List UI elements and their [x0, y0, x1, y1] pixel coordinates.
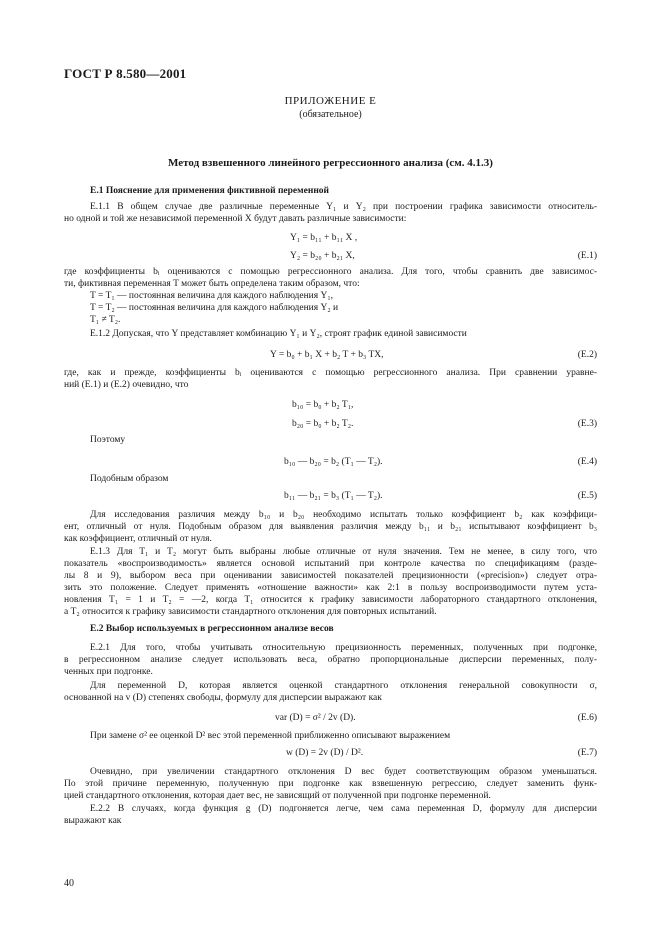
equation-e1b: Y₂ = b₂₀ + b₂₁ X, [290, 251, 355, 261]
text-line: но одной и той же независимой переменной X будут давать различные зависимости: [64, 214, 407, 224]
text-line: где, как и прежде, коэффициенты bᵢ оцениваются с помощью регрессионного анализа. При сравнении уравне- [64, 368, 597, 378]
text-therefore: Поэтому [90, 435, 126, 445]
text-line: основанной на v (D) степенях свободы, формулу для дисперсии выражают как [64, 693, 382, 703]
text-line: в регрессионном анализе следует использовать веса, обратно пропорциональные дисперсии переменных, полу- [64, 655, 597, 665]
appendix-requirement: (обязательное) [299, 109, 362, 120]
equation-number-e7: (Е.7) [577, 748, 597, 758]
equation-number-e5: (Е.5) [577, 491, 597, 501]
equation-e5: b₁₁ — b₂₁ = b₃ (T₁ — T₂). [284, 491, 383, 501]
text-line: где коэффициенты bᵢ оцениваются с помощью регрессионного анализа. Для того, чтобы сравнить две зависимос- [64, 267, 597, 277]
text-line: Е.2.1 Для того, чтобы учитывать относительную прецизионность переменных, полученных при подгонке, [90, 643, 597, 653]
paragraph-e12: Е.1.2 Допуская, что Y представляет комбинацию Y₁ и Y₂, строят график единой зависимости [90, 329, 467, 339]
paragraph-difference [64, 509, 597, 545]
equation-e3b: b₂₀ = b₀ + b₂ T₂. [292, 419, 354, 429]
page-number: 40 [64, 878, 74, 889]
text-line: По этой причине переменную, полученную при подгонке как взвешенную регрессию, следует заменить функ- [64, 779, 597, 789]
text-line: ент, отличный от нуля. Подобным образом для выявления различия между b₁₁ и b₂₁ испытывают коэффициент b₃ [64, 522, 597, 532]
equation-number-e4: (Е.4) [577, 457, 597, 467]
text-line: как коэффициент, отличный от нуля. [64, 534, 212, 544]
subsection-heading-e1: Е.1 Пояснение для применения фиктивной переменной [90, 186, 330, 196]
equation-e4: b₁₀ — b₂₀ = b₂ (T₁ — T₂). [284, 457, 383, 467]
equation-number-e1: (Е.1) [577, 251, 597, 261]
text-line: ти, фиктивная переменная T может быть определена таким образом, что: [64, 279, 360, 289]
text-line: лы 8 и 9), выбором веса при оценивании зависимостей показателей прецизионности («precision») следует отра- [64, 571, 597, 581]
text-line: ний (Е.1) и (Е.2) очевидно, что [64, 380, 189, 390]
text-line: Очевидно, при увеличении стандартного отклонения D вес будет соответствующим образом уменьшаться. [90, 767, 597, 777]
paragraph-obviously [64, 766, 597, 802]
paragraph-comparison [64, 367, 597, 391]
text-line: цией стандартного отклонения, которая дает вес, не зависящий от полученной при подгонке переменной. [64, 791, 491, 801]
paragraph-coefficients [64, 266, 597, 290]
text-line: ченных при подгонке. [64, 667, 153, 677]
equation-e3a: b₁₀ = b₀ + b₂ T₁, [292, 400, 354, 410]
equation-number-e6: (Е.6) [577, 713, 597, 723]
equation-e7: w (D) = 2v (D) / D². [286, 748, 364, 758]
equation-e6: var (D) = σ² / 2v (D). [275, 713, 356, 723]
subsection-heading-e2: Е.2 Выбор используемых в регрессионном анализе весов [90, 624, 334, 634]
section-title: Метод взвешенного линейного регрессионного анализа (см. 4.1.3) [168, 157, 493, 169]
text-line: а T₂ относится к графику зависимости стандартного отклонения для повторных испытаний. [64, 607, 437, 617]
appendix-title: ПРИЛОЖЕНИЕ Е [284, 95, 377, 107]
text-line: Е.1.3 Для T₁ и T₂ могут быть выбраны любые отличные от нуля значения. Тем не менее, в силу того, что [90, 547, 597, 557]
paragraph-e22 [64, 803, 597, 827]
paragraph-e13 [64, 546, 597, 618]
text-line: выражают как [64, 816, 122, 826]
equation-number-e3: (Е.3) [577, 419, 597, 429]
text-line: новления T₁ = 1 и T₂ = —2, когда T₁ относится к графику зависимости лабораторного стандартного отклонения, [64, 595, 597, 605]
text-line: показатель «воспроизводимость» является основой испытаний при контроле качества по спецификациям (разде- [64, 559, 597, 569]
condition-t3: T₁ ≠ T₂. [90, 315, 121, 325]
equation-number-e2: (Е.2) [577, 350, 597, 360]
paragraph-variable-d [64, 680, 597, 704]
equation-e1a: Y₁ = b₁₁ + b₁₁ X , [290, 233, 358, 243]
paragraph-e21 [64, 642, 597, 678]
text-line: зить это положение. Следует применять «отношение важности» как 2:1 в пользу воспроизводимости путем уста- [64, 583, 597, 593]
equation-e2: Y = b₀ + b₁ X + b₂ T + b₃ TX, [270, 350, 384, 360]
text-line: Для переменной D, которая является оценкой стандартного отклонения генеральной совокупности σ, [90, 681, 597, 691]
condition-t1: T = T₁ — постоянная величина для каждого наблюдения Y₁, [90, 291, 334, 301]
text-similarly: Подобным образом [90, 474, 169, 484]
text-line: Е.1.1 В общем случае две различные переменные Y₁ и Y₂ при построении графика зависимости относитель- [90, 202, 597, 212]
text-line: Е.2.2 В случаях, когда функция g (D) подгоняется легче, чем сама переменная D, формулу для дисперсии [90, 804, 597, 814]
paragraph-replacement: При замене σ² ее оценкой D² вес этой переменной приближенно описывают выражением [90, 731, 451, 741]
paragraph-e11 [64, 201, 597, 225]
text-line: Для исследования различия между b₁₀ и b₂₀ необходимо испытать только коэффициент b₂ как коэффици- [90, 510, 597, 520]
condition-t2: T = T₂ — постоянная величина для каждого наблюдения Y₂ и [90, 303, 339, 313]
standard-header: ГОСТ Р 8.580—2001 [64, 66, 187, 81]
